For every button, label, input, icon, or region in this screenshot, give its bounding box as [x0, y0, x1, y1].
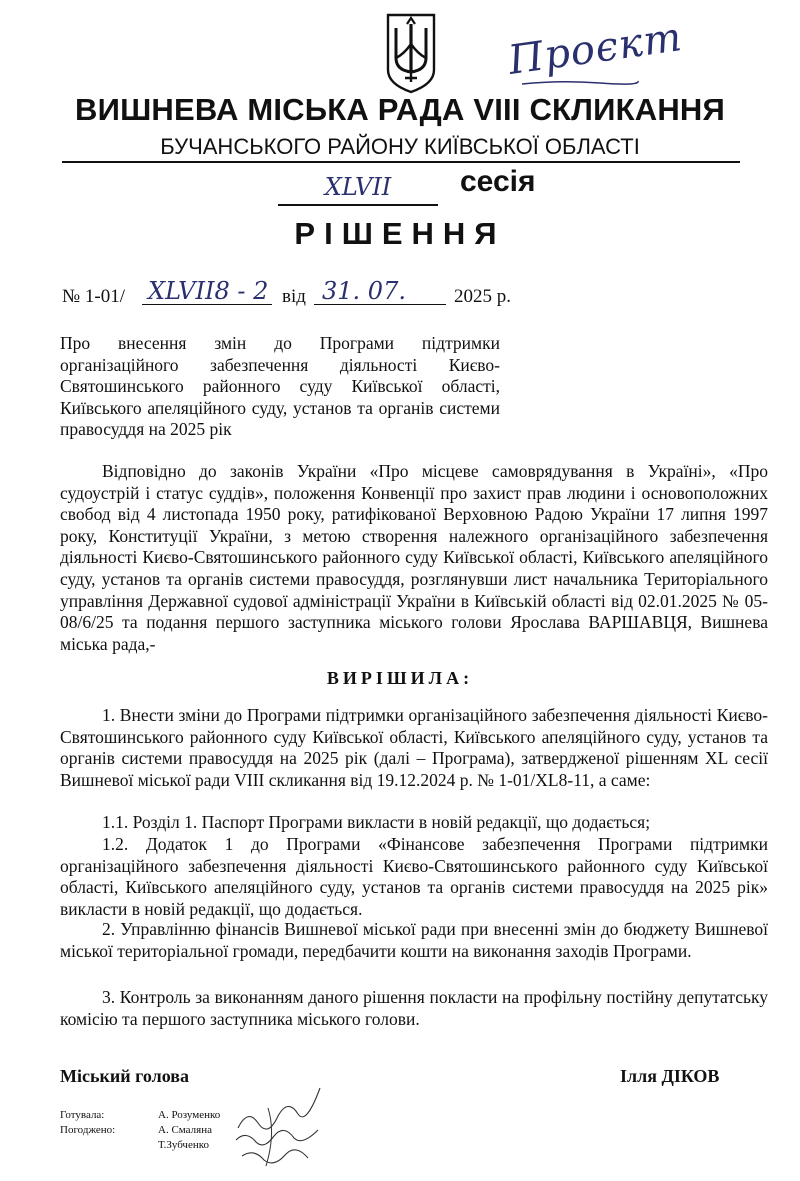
- item-1-1: 1.1. Розділ 1. Паспорт Програми викласти в новій редакції, що додається;: [102, 812, 651, 832]
- approver-name: А. Смаляна: [158, 1124, 212, 1136]
- date-from-label: від: [282, 286, 306, 307]
- session-number: XLVII: [278, 170, 438, 206]
- draft-underline-stroke: [520, 78, 640, 88]
- decision-date-value: 31. 07.: [314, 280, 446, 305]
- item-3: 3. Контроль за виконанням даного рішення покласти на профільну постійну депутатську комісію та першого заступника міського голови.: [60, 987, 768, 1029]
- trident-icon: [385, 12, 437, 94]
- session-label: сесія: [460, 165, 536, 198]
- mayor-name: Ілля ДІКОВ: [620, 1066, 720, 1086]
- header-divider: [62, 161, 740, 163]
- agreed-by-label: Погоджено:: [60, 1124, 116, 1136]
- draft-stamp: Проєкт: [505, 14, 686, 84]
- prepared-by-label: Готувала:: [60, 1109, 105, 1121]
- resolved-heading: ВИРІШИЛА:: [326, 668, 474, 688]
- approver-name: Т.Зубченко: [158, 1139, 209, 1151]
- decision-number-value: XLVII8 - 2: [142, 280, 272, 305]
- decision-number-prefix: № 1-01/: [62, 286, 125, 307]
- approvals-names-list: [158, 1108, 220, 1153]
- decision-year: 2025 р.: [454, 286, 511, 307]
- preamble-paragraph: Відповідно до законів України «Про місцеве самоврядування в Україні», «Про судоустрій і статус суддів», положення Конвенції про захист прав людини і основоположних свобод від 4 листопада 1950 року, ратифікованої Верховною Радою України 17 липня 1997 року, Конституції України, з метою створення належного організаційного забезпечення діяльності Києво-Святошинського районного суду Київської області, Київського апеляційного суду, установ та органів системи правосуддя, розглянувши лист начальника Територіального управління Державної судової адміністрації України в Київській області від 02.01.2025 № 05-08/6/25 та подання першого заступника міського голови Ярослава ВАРШАВЦЯ, Вишнева міська рада,-: [60, 461, 768, 654]
- decision-title: РІШЕННЯ: [294, 216, 506, 251]
- item-2: 2. Управлінню фінансів Вишневої міської ради при внесенні змін до бюджету Вишневої міської територіальної громади, передбачити кошти на виконання заходів Програми.: [60, 919, 768, 961]
- approver-name: А. Розуменко: [158, 1109, 221, 1121]
- item-1: 1. Внести зміни до Програми підтримки організаційного забезпечення діяльності Києво-Святошинського районного суду Київської області, Київського апеляційного суду, установ та органів системи правосуддя на 2025 рік (далі – Програма), затвердженої рішенням XL сесії Вишневої міської ради VIII скликання від 19.12.2024 р. № 1-01/XL8-11, а саме:: [60, 705, 768, 790]
- council-subtitle: БУЧАНСЬКОГО РАЙОНУ КИЇВСЬКОЇ ОБЛАСТІ: [160, 134, 640, 159]
- item-1-2: 1.2. Додаток 1 до Програми «Фінансове забезпечення Програми підтримки організаційного забезпечення діяльності Києво-Святошинського районного суду Київської області, Київського апеляційного суду, установ та органів системи правосуддя на 2025 рік» викласти в новій редакції, що додається.: [60, 834, 768, 919]
- mayor-position: Міський голова: [60, 1066, 189, 1086]
- decision-subject: Про внесення змін до Програми підтримки організаційного забезпечення діяльності Києво-Святошинського районного суду Київської області, Київського апеляційного суду, установ та органів системи правосуддя на 2025 рік: [60, 333, 500, 440]
- handwritten-signatures: [228, 1078, 328, 1173]
- council-title: ВИШНЕВА МІСЬКА РАДА VIII СКЛИКАННЯ: [75, 92, 725, 127]
